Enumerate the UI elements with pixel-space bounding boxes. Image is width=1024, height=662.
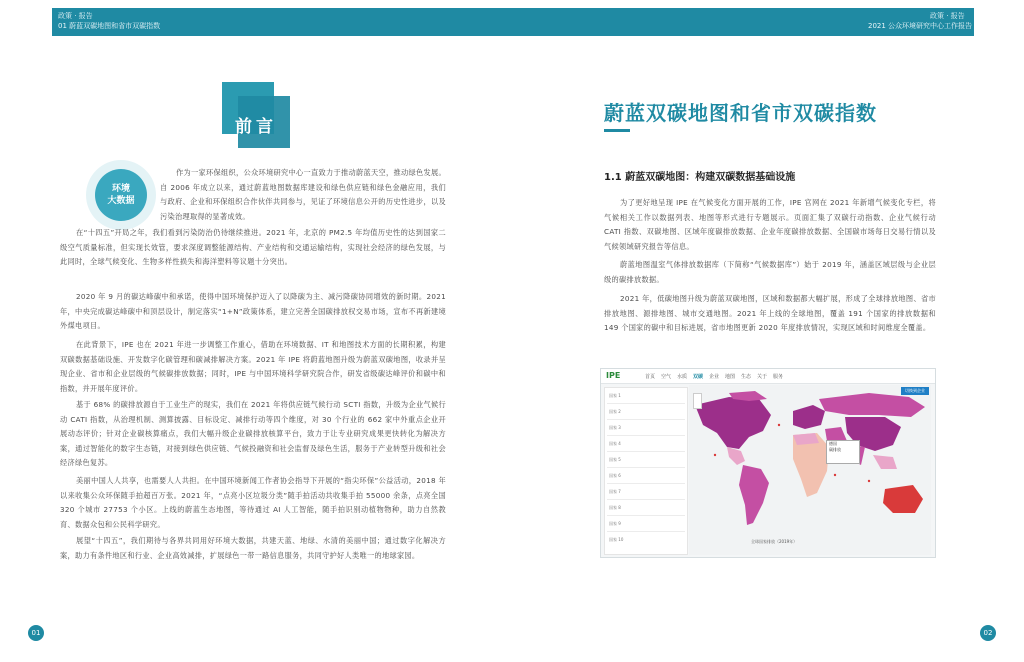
list-item: 国家 8 <box>609 505 621 510</box>
section-title: 蔚蓝双碳地图和省市双碳指数 <box>604 101 877 125</box>
world-map-svg <box>689 385 931 555</box>
list-item: 国家 7 <box>609 489 621 494</box>
section-paragraph-1: 为了更好地呈现 IPE 在气候变化方面开展的工作，IPE 官网在 2021 年新增气候变化专栏，将气候相关工作以数据列表、地图等形式进行专题展示。页面汇集了双碳行动指数、企业气候行动 CATI 指数、双碳地图、区域年度碳排放数据、企业年度碳排放数据、全国碳市场每日交易行情以及气候领域研究报告等信息。 <box>604 198 936 251</box>
region-south-america <box>739 465 769 525</box>
list-item: 国家 10 <box>609 537 624 542</box>
map-legend: 全球国家排放（2019年） <box>751 539 798 544</box>
list-item: 国家 1 <box>609 393 621 398</box>
list-divider <box>607 515 685 516</box>
preface-paragraph-3: 2020 年 9 月的碳达峰碳中和承诺，使得中国环境保护迈入了以降碳为主、减污降碳协同增效的新时期。2021 年，中央完成碳达峰碳中和顶层设计，制定落实“1+N”政策体系，建立完善全国碳排放权交易市场，宣布不再新建境外煤电项目。 <box>60 292 446 331</box>
screenshot-nav-item: 关于 <box>757 374 768 380</box>
region-australia <box>883 485 923 513</box>
list-divider <box>607 435 685 436</box>
screenshot-nav-item: 服务 <box>773 374 784 380</box>
region-russia <box>819 393 925 417</box>
switch-view-button[interactable]: 切换到企业 <box>901 387 929 395</box>
list-divider <box>607 483 685 484</box>
screenshot-nav-item: 水质 <box>677 374 688 380</box>
region-europe <box>793 405 825 429</box>
screenshot-nav-item: 企业 <box>709 374 720 380</box>
list-item: 国家 4 <box>609 441 621 446</box>
badge-line1: 环境 <box>111 184 130 194</box>
emission-marker <box>714 454 716 456</box>
list-divider <box>607 499 685 500</box>
list-divider <box>607 403 685 404</box>
page-number-right: 02 <box>980 625 996 641</box>
header-left-line1: 政策 · 报告 <box>58 12 93 20</box>
list-divider <box>607 419 685 420</box>
preface-paragraph-4: 在此背景下，IPE 也在 2021 年进一步调整工作重心，借助在环境数据、IT 和地图技术方面的长期积累，构建双碳数据基础设施、开发数字化碳管理和碳减排解决方案。2021 年 IPE 将蔚蓝地图升级为蔚蓝双碳地图，收录并呈现企业、省市和企业层级的气候碳排放数据；同时，IPE 与中国环境科学研究院合作，研发省级碳达峰评价和碳中和指数，并开展年度评价。 <box>60 340 446 393</box>
emission-marker <box>834 474 836 476</box>
list-divider <box>607 467 685 468</box>
world-emissions-map <box>689 385 931 555</box>
preface-paragraph-6: 美丽中国人人共享，也需要人人共担。在中国环境新闻工作者协会指导下开展的“指尖环保”公益活动，2018 年以来收集公众环保随手拍超百万张。2021 年，“点亮小区垃圾分类”随手拍活动共收集手拍 55000 余条，点亮全国 320 个城市 27753 个小区。上线的蔚蓝生态地图，等待通过 AI 人工智能，随手拍识别动植物物种，助力自然教育、数据众包和公民科学研究。 <box>60 476 446 529</box>
header-right-line2: 2021 公众环境研究中心工作报告 <box>868 22 973 30</box>
page-number-left: 01 <box>28 625 44 641</box>
ipe-logo: IPE <box>606 371 621 380</box>
map-screenshot <box>600 368 936 558</box>
preface-title: 前言 <box>235 117 277 137</box>
list-item: 国家 2 <box>609 409 621 414</box>
screenshot-nav-item: 首页 <box>645 374 656 380</box>
preface-paragraph-5: 基于 68% 的碳排放源自于工业生产的现实，我们在 2021 年将供应链气候行动 SCTI 指数，升级为企业气候行动 CATI 指数，从治理机制、测算披露、目标设定、减排行动等四个维度，对 30 个行业的 662 家中外重点企业开展动态评价；针对企业碳核算痛点，我们大幅升级企业碳排放核算平台，致力于让专业研究成果更快转化为解决方案，通过智能化的数字生态链，对接到绿色供应链、气候投融资和社会监督及绿色生活，服务于产业转型升级和社会经济绿色复苏。 <box>60 400 446 468</box>
section-paragraph-2: 蔚蓝地图温室气体排放数据库（下简称“气候数据库”）始于 2019 年，涵盖区域层级与企业层级的碳排放数据。 <box>604 260 936 284</box>
list-divider <box>607 531 685 532</box>
section-paragraph-3: 2021 年，低碳地图升级为蔚蓝双碳地图，区域和数据都大幅扩展，形成了全球排放地图、省市排放地图、源排地图、城市交通地图。2021 年上线的全球地图，覆盖 191 个国家的排放数据和 149 个国家的碳中和目标进展，省市地图更新 2020 年度排放情况，实现区域和时间维度全覆盖。 <box>604 294 936 333</box>
list-item: 国家 6 <box>609 473 621 478</box>
preface-paragraph-7: 展望“十四五”，我们期待与各界共同用好环境大数据，共建天蓝、地绿、水清的美丽中国；通过数字化解决方案，助力有条件地区和行业、企业高效减排，扩展绿色一带一路信息服务，共同守护好人类唯一的地球家园。 <box>60 536 446 560</box>
badge-line2: 大数据 <box>107 196 135 206</box>
emission-marker <box>868 480 870 482</box>
header-right-line1: 政策 · 报告 <box>930 12 965 20</box>
screenshot-nav-item: 生态 <box>741 374 752 380</box>
screenshot-data-list <box>604 387 688 555</box>
region-north-america <box>695 397 771 449</box>
emission-marker <box>778 424 780 426</box>
list-divider <box>607 451 685 452</box>
section-subtitle: 1.1 蔚蓝双碳地图：构建双碳数据基础设施 <box>604 172 796 183</box>
list-item: 国家 9 <box>609 521 621 526</box>
list-item: 国家 5 <box>609 457 621 462</box>
zoom-controls[interactable] <box>693 393 702 409</box>
header-left-line2: 01 蔚蓝双碳地图和省市双碳指数 <box>58 22 161 30</box>
screenshot-nav-item: 地图 <box>725 374 736 380</box>
country-popup <box>826 440 860 464</box>
popup-line2: 碳排放 <box>829 447 841 452</box>
preface-paragraph-2: 在“十四五”开局之年，我们看到污染防治仍待继续推进。2021 年，北京的 PM2.5 年均值历史性的达到国家二级空气质量标准，但实现长效管，要求深度调整能源结构、产业结构和交通运输结构，实现社会经济的绿色发展，与此同时，全球气候变化、生物多样性损失和海洋塑料等议题十分突出。 <box>60 228 446 267</box>
region-southeast-asia <box>873 455 897 469</box>
screenshot-nav-item-active: 双碳 <box>693 374 704 380</box>
big-data-badge <box>95 169 147 221</box>
screenshot-nav-item: 空气 <box>661 374 672 380</box>
popup-line1: 德国 <box>829 441 837 446</box>
region-central-america <box>727 447 745 465</box>
region-north-africa <box>793 433 819 445</box>
section-title-rule <box>604 129 630 132</box>
preface-paragraph-1: 作为一家环保组织，公众环境研究中心一直致力于推动蔚蓝天空，推动绿色发展。自 2006 年成立以来，通过蔚蓝地图数据库建设和绿色供应链和绿色金融应用，我们与政府、企业和环保组织合作伙伴共同参与，见证了环境信息公开的历史性进步，以及污染治理取得的显著成效。 <box>160 168 446 221</box>
list-item: 国家 3 <box>609 425 621 430</box>
screenshot-topbar <box>601 369 935 384</box>
